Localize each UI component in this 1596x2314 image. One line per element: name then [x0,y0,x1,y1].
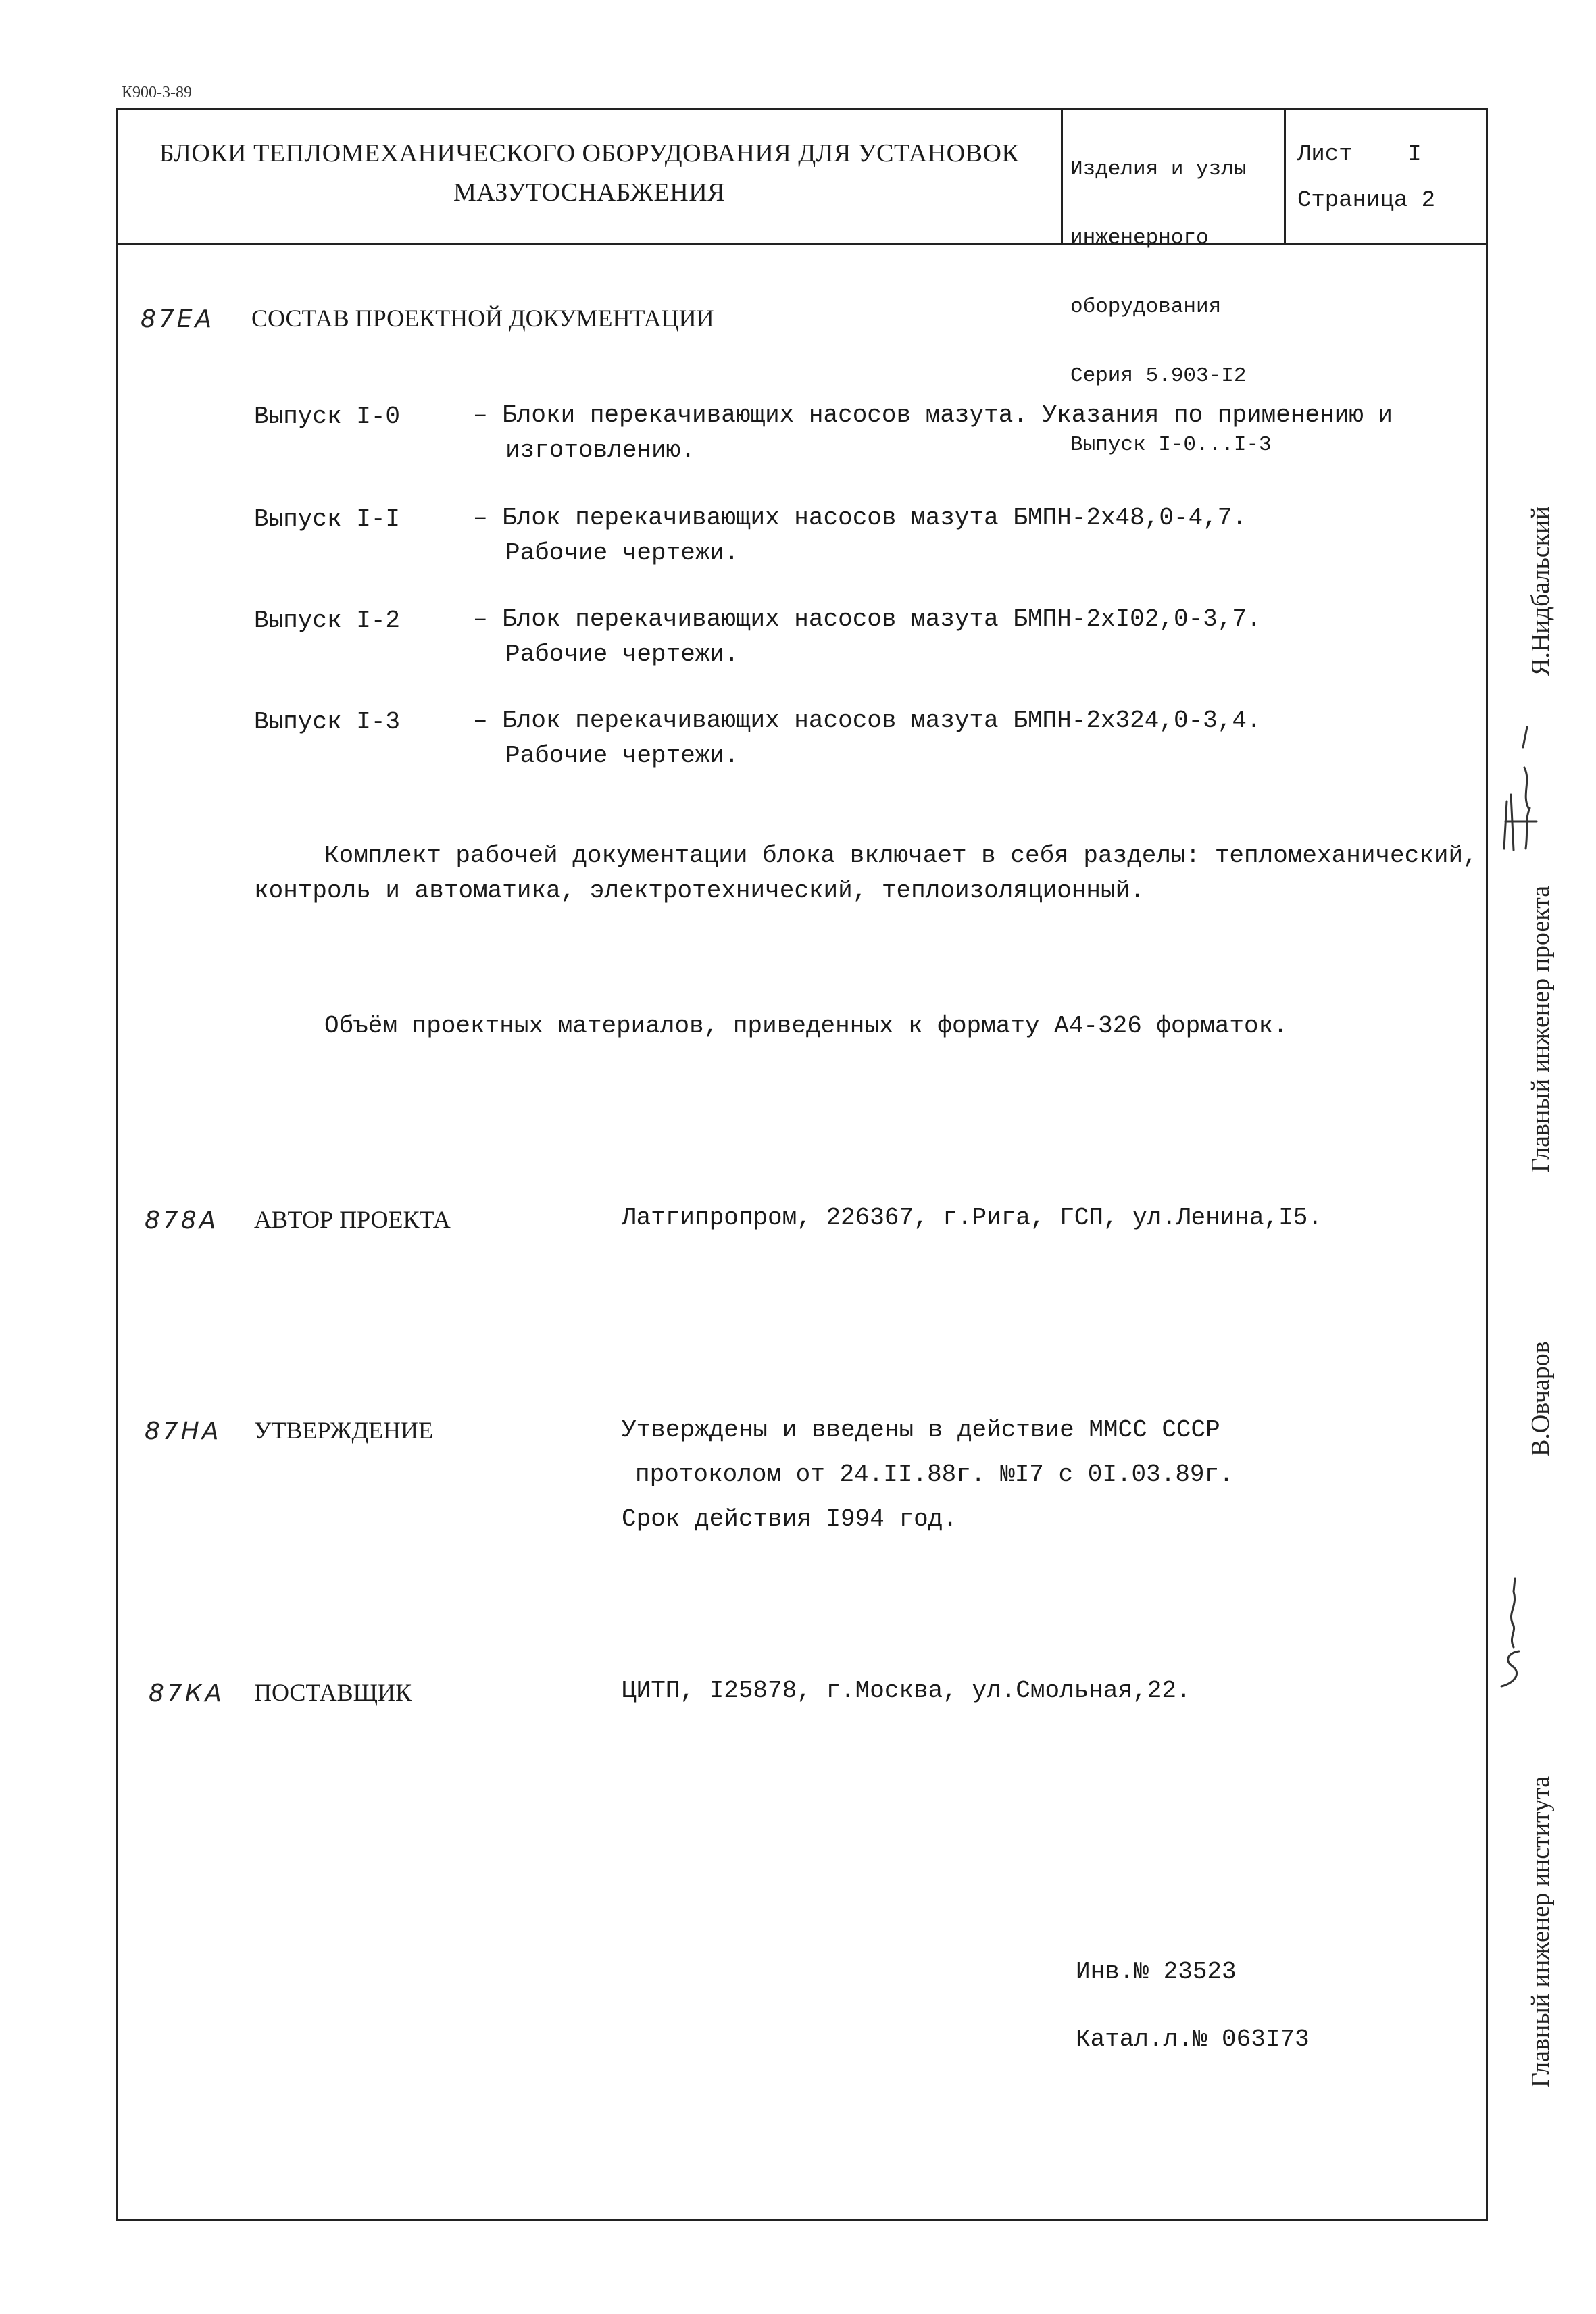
signature-chief-project-engineer [1484,720,1545,855]
series-line-2: инженерного [1070,226,1209,250]
title-line-1: БЛОКИ ТЕПЛОМЕХАНИЧЕСКОГО ОБОРУДОВАНИЯ ДЛЯ УСТАНОВОК [159,139,1020,168]
issue-desc-line-2: Рабочие чертежи. [505,742,739,770]
issue-desc-line-2: Рабочие чертежи. [505,640,739,668]
series-line-5: Выпуск I-0...I-3 [1070,433,1272,457]
issue-desc-line-1: – Блок перекачивающих насосов мазута БМПН-2хI02,0-3,7. [473,605,1262,633]
side-label-chief-project-engineer: Главный инженер проекта [1526,885,1555,1173]
issue-label: Выпуск I-I [254,505,401,533]
catalog-number: Катал.л.№ 063I73 [1076,2026,1310,2053]
stamp-divider-1 [1061,108,1063,243]
issue-desc-line-2: изготовлению. [505,436,695,464]
side-label-chief-institute-engineer: Главный инженер института [1526,1776,1555,2088]
kit-description-line-1: Комплект рабочей документации блока включает в себя разделы: тепломеханический, [324,842,1478,870]
section-heading-supplier: ПОСТАВЩИК [254,1679,412,1706]
issue-label: Выпуск I-2 [254,607,401,634]
section-heading-composition: СОСТАВ ПРОЕКТНОЙ ДОКУМЕНТАЦИИ [251,305,714,332]
series-line-4: Серия 5.903-I2 [1070,364,1247,388]
document-code: К900-3-89 [122,84,192,101]
stamp-divider-2 [1284,108,1286,243]
issue-desc-line-2: Рабочие чертежи. [505,539,739,567]
series-line-1: Изделия и узлы [1070,157,1247,181]
approval-line-2: протоколом от 24.II.88г. №I7 с 0I.03.89г. [635,1461,1234,1488]
signature-chief-institute-engineer [1488,1571,1535,1693]
issue-desc-line-1: – Блоки перекачивающих насосов мазута. Указания по применению и [473,401,1393,429]
kit-description-line-2: контроль и автоматика, электротехнический, теплоизоляционный. [254,877,1145,905]
sheet-number: Лист I [1297,142,1422,168]
issue-desc-line-1: – Блок перекачивающих насосов мазута БМПН-2х48,0-4,7. [473,504,1247,532]
approval-line-3: Срок действия I994 год. [622,1505,957,1533]
issue-label: Выпуск I-0 [254,403,401,430]
issue-desc-line-1: – Блок перекачивающих насосов мазута БМПН-2х324,0-3,4. [473,707,1262,734]
side-name-chief-institute-engineer: В.Овчаров [1526,1341,1555,1457]
section-heading-approval: УТВЕРЖДЕНИЕ [254,1417,434,1444]
section-code-supplier: 87КА [149,1680,224,1707]
issue-label: Выпуск I-3 [254,708,401,736]
section-code-composition: 87EA [141,305,215,333]
section-code-author: 878А [145,1207,219,1234]
side-name-chief-project-engineer: Я.Нидбальский [1526,506,1555,676]
series-line-3: оборудования [1070,295,1222,319]
page-number: Страница 2 [1297,188,1436,213]
supplier-text: ЦИТП, I25878, г.Москва, ул.Смольная,22. [622,1677,1191,1705]
document-title [116,134,1062,212]
volume-note: Объём проектных материалов, приведенных к формату А4-326 форматок. [324,1012,1288,1040]
title-line-2: МАЗУТОСНАБЖЕНИЯ [453,178,725,207]
author-text: Латгипропром, 226367, г.Рига, ГСП, ул.Ленина,I5. [622,1204,1322,1232]
section-heading-author: АВТОР ПРОЕКТА [254,1206,451,1233]
inventory-number: Инв.№ 23523 [1076,1958,1237,1986]
approval-line-1: Утверждены и введены в действие ММСС СССР [622,1416,1220,1444]
series-info [1070,112,1287,503]
section-code-approval: 87НА [145,1417,222,1445]
